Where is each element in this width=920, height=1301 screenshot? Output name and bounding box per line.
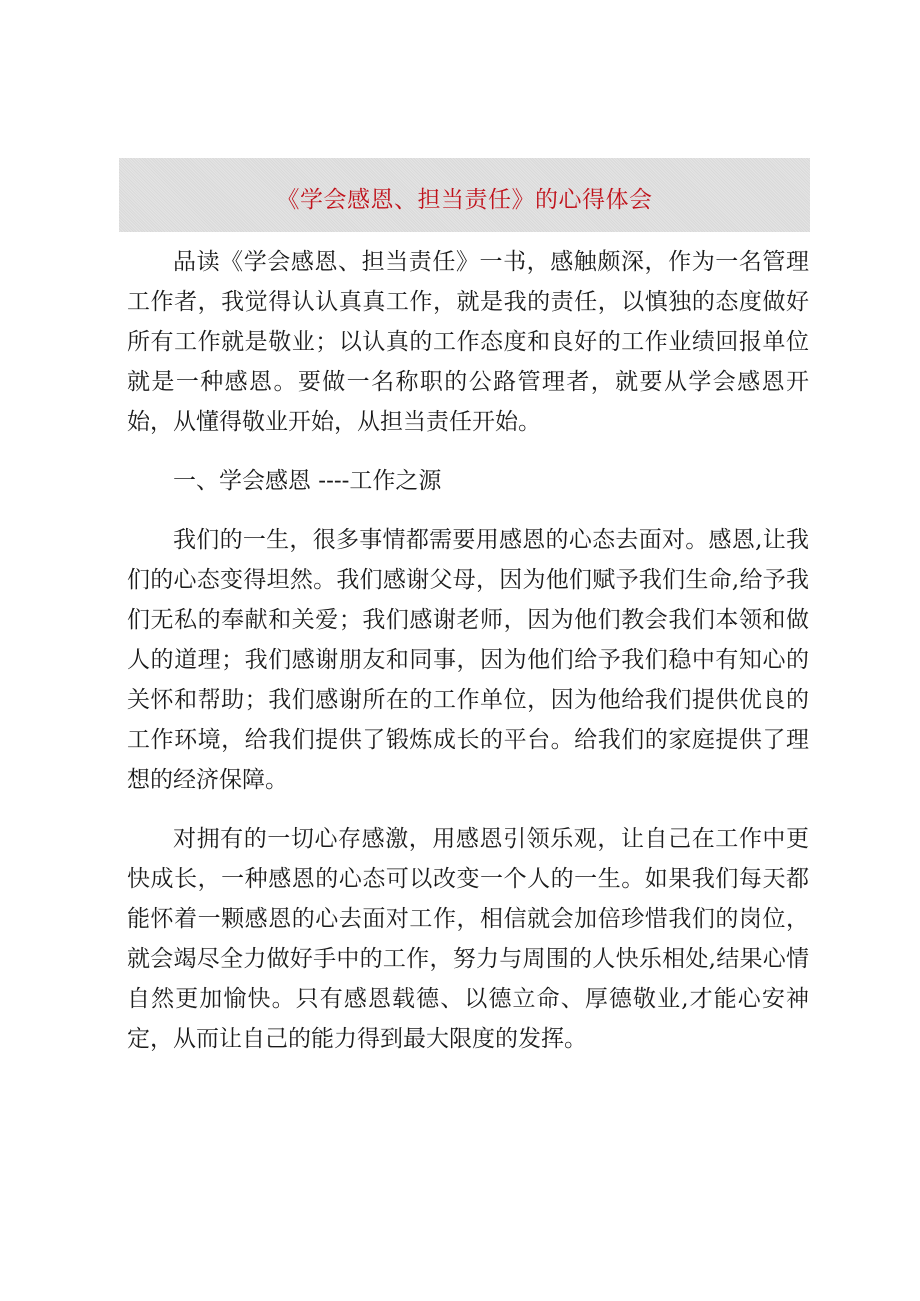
paragraph-gratitude-life: 我们的一生，很多事情都需要用感恩的心态去面对。感恩,让我们的心态变得坦然。我们感谢父母，因为他们赋予我们生命,给予我们无私的奉献和关爱；我们感谢老师，因为他们教会我们本领和做人的道理；我们感谢朋友和同事，因为他们给予我们稳中有知心的关怀和帮助；我们感谢所在的工作单位，因为他给我们提供优良的工作环境，给我们提供了锻炼成长的平台。给我们的家庭提供了理想的经济保障。: [127, 527, 809, 793]
document-title: 《学会感恩、担当责任》的心得体会: [276, 186, 653, 213]
section-heading-gratitude: 一、学会感恩 ----工作之源: [173, 468, 442, 494]
title-banner: [119, 158, 810, 232]
paragraph-intro: 品读《学会感恩、担当责任》一书，感触颇深，作为一名管理工作者，我觉得认认真真工作，就是我的责任，以慎独的态度做好所有工作就是敬业；以认真的工作态度和良好的工作业绩回报单位就是一种感恩。要做一名称职的公路管理者，就要从学会感恩开始，从懂得敬业开始，从担当责任开始。: [127, 249, 809, 435]
document-body: [127, 242, 809, 1078]
paragraph-gratitude-work: 对拥有的一切心存感激，用感恩引领乐观，让自己在工作中更快成长，一种感恩的心态可以改变一个人的一生。如果我们每天都能怀着一颗感恩的心去面对工作，相信就会加倍珍惜我们的岗位，就会竭尽全力做好手中的工作，努力与周围的人快乐相处,结果心情自然更加愉快。只有感恩载德、以德立命、厚德敬业,才能心安神定，从而让自己的能力得到最大限度的发挥。: [127, 826, 809, 1052]
